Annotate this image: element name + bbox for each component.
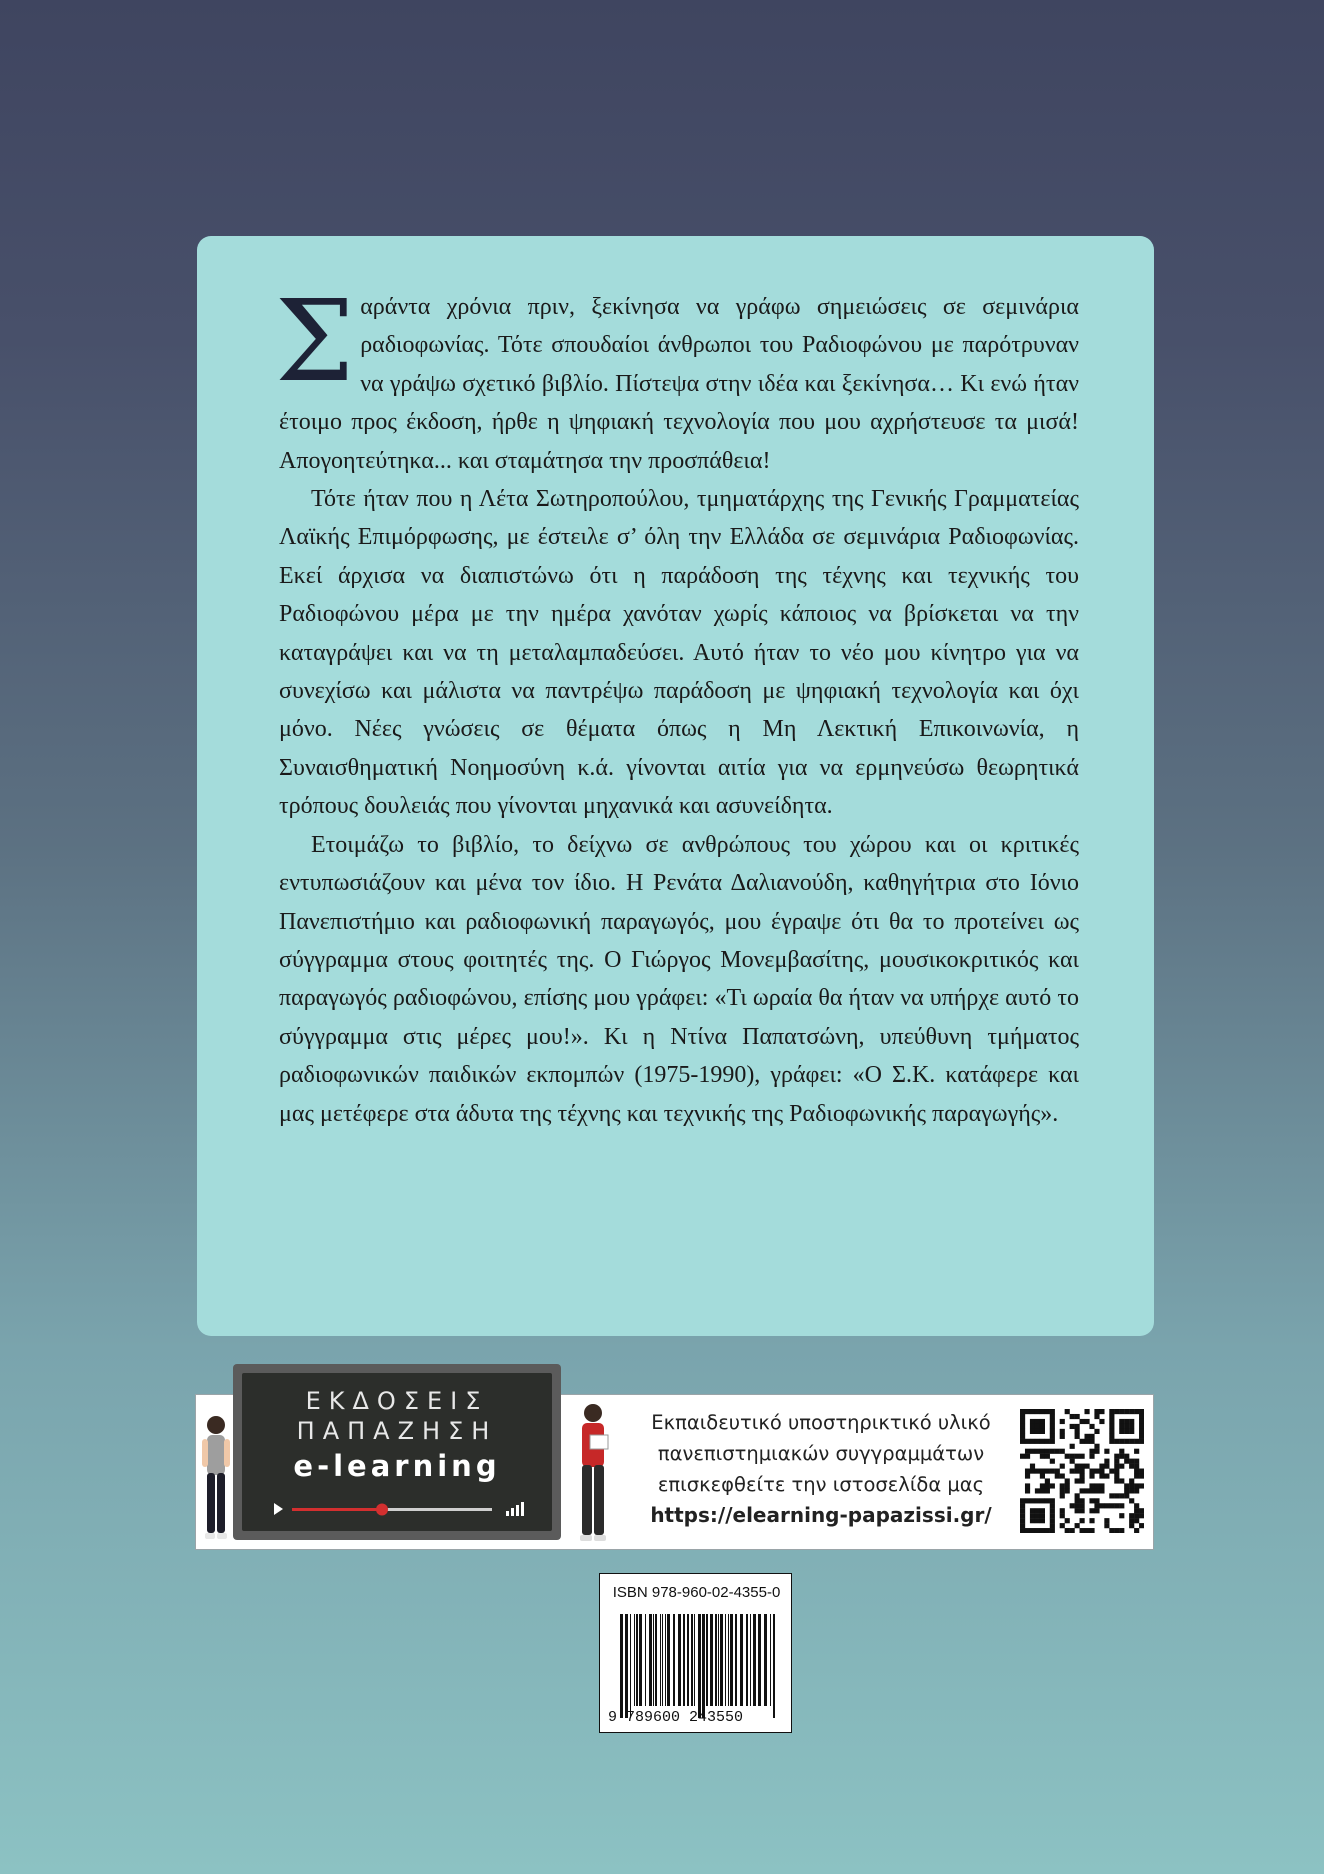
paragraph-1 (275, 277, 1079, 480)
promo-line-1: Εκπαιδευτικό υποστηρικτικό υλικό (651, 1411, 991, 1434)
promo-line-3: επισκεφθείτε την ιστοσελίδα μας (657, 1473, 985, 1496)
elearning-promo (626, 1407, 1016, 1531)
description-text (275, 277, 1079, 1133)
brand-line-1: ΕΚΔΟΣΕΙΣ (305, 1387, 489, 1415)
progress-fill (292, 1508, 382, 1511)
promo-line-2: πανεπιστημιακών συγγραμμάτων (657, 1442, 985, 1465)
man-figure-icon (568, 1401, 618, 1549)
isbn-label: ISBN 978-960-02-4355-0 (612, 1584, 781, 1601)
paragraph-2: Τότε ήταν που η Λέτα Σωτηροπούλου, τμηματάρχης της Γενικής Γραμματείας Λαϊκής Επιμόρφωσης, με έστειλε σ’ όλη την Ελλάδα σε σεμινάρια Ραδιοφωνίας. Εκεί άρχισα να διαπιστώνω ότι η παράδοση της τέχνης και τεχνικής του Ραδιοφώνου μέρα με την ημέρα χανόταν χωρίς κάποιος να βρίσκεται να την καταγράψει και να τη μεταλαμπαδεύσει. Αυτό ήταν το νέο μου κίνητρο για να συνεχίσω και μάλιστα να παντρέψω παράδοση με ψηφιακή τεχνολογία και όχι μόνο. Νέες γνώσεις σε θέματα όπως η Μη Λεκτική Επικοινωνία, η Συναισθηματική Νοημοσύνη κ.ά. γίνονται αιτία για να ερμηνεύσω θεωρητικά τρόπους δουλειάς που γίνονται μηχανικά και ασυνείδητα. (279, 486, 1079, 820)
progress-knob (376, 1504, 388, 1516)
paragraph-3: Ετοιμάζω το βιβλίο, το δείχνω σε ανθρώπους του χώρου και οι κριτικές εντυπωσιάζουν και μένα τον ίδιο. Η Ρενάτα Δαλιανούδη, καθηγήτρια στο Ιόνιο Πανεπιστήμιο και ραδιοφωνική παραγωγός, μου έγραψε ότι θα το προτείνει ως σύγγραμμα στους φοιτητές της. Ο Γιώργος Μονεμβασίτης, μουσικοκριτικός και παραγωγός ραδιοφώνου, επίσης μου γράφει: «Τι ωραία θα ήταν να υπήρχε αυτό το σύγγραμμα στις μέρες μου!». Κι η Ντίνα Παπατσώνη, υπεύθυνη τμήματος ραδιοφωνικών παιδικών εκπομπών (1975-1990), γράφει: «Ο Σ.Κ. κατάφερε και μας μετέφερε στα άδυτα της τέχνης και τεχνικής της Ραδιοφωνικής παραγωγής». (279, 831, 1079, 1127)
media-player-bar (272, 1499, 532, 1519)
brand-line-2: ΠΑΠΑΖΗΣΗ (296, 1417, 498, 1445)
isbn-digits: 9 789600 243550 (608, 1709, 744, 1726)
isbn-barcode (599, 1573, 792, 1733)
description-panel (197, 236, 1154, 1336)
paragraph-1-text: αράντα χρόνια πριν, ξεκίνησα να γράφω σημειώσεις σε σεμινάρια ραδιοφωνίας. Τότε σπουδαίοι άνθρωποι του Ραδιοφώνου με παρότρυναν να γράψω σχετικό βιβλίο. Πίστεψα στην ιδέα και ξεκίνησα… Κι ενώ ήταν έτοιμο προς έκδοση, ήρθε η ψηφιακή τεχνολογία που μου αχρήστευσε τα μισά! Απογοητεύτηκα... και σταμάτησα την προσπάθεια! (279, 294, 1079, 474)
dropcap: Σ (275, 277, 355, 407)
barcode-bars-icon (618, 1614, 782, 1718)
play-icon (274, 1503, 283, 1515)
elearning-logo-board (233, 1364, 561, 1540)
elearning-url[interactable]: https://elearning-papazissi.gr/ (650, 1503, 992, 1527)
qr-code-icon[interactable] (1020, 1409, 1144, 1533)
brand-line-3: e-learning (293, 1449, 501, 1483)
elearning-banner (195, 1387, 1154, 1550)
volume-icon (506, 1502, 524, 1516)
woman-figure-icon (194, 1413, 238, 1547)
